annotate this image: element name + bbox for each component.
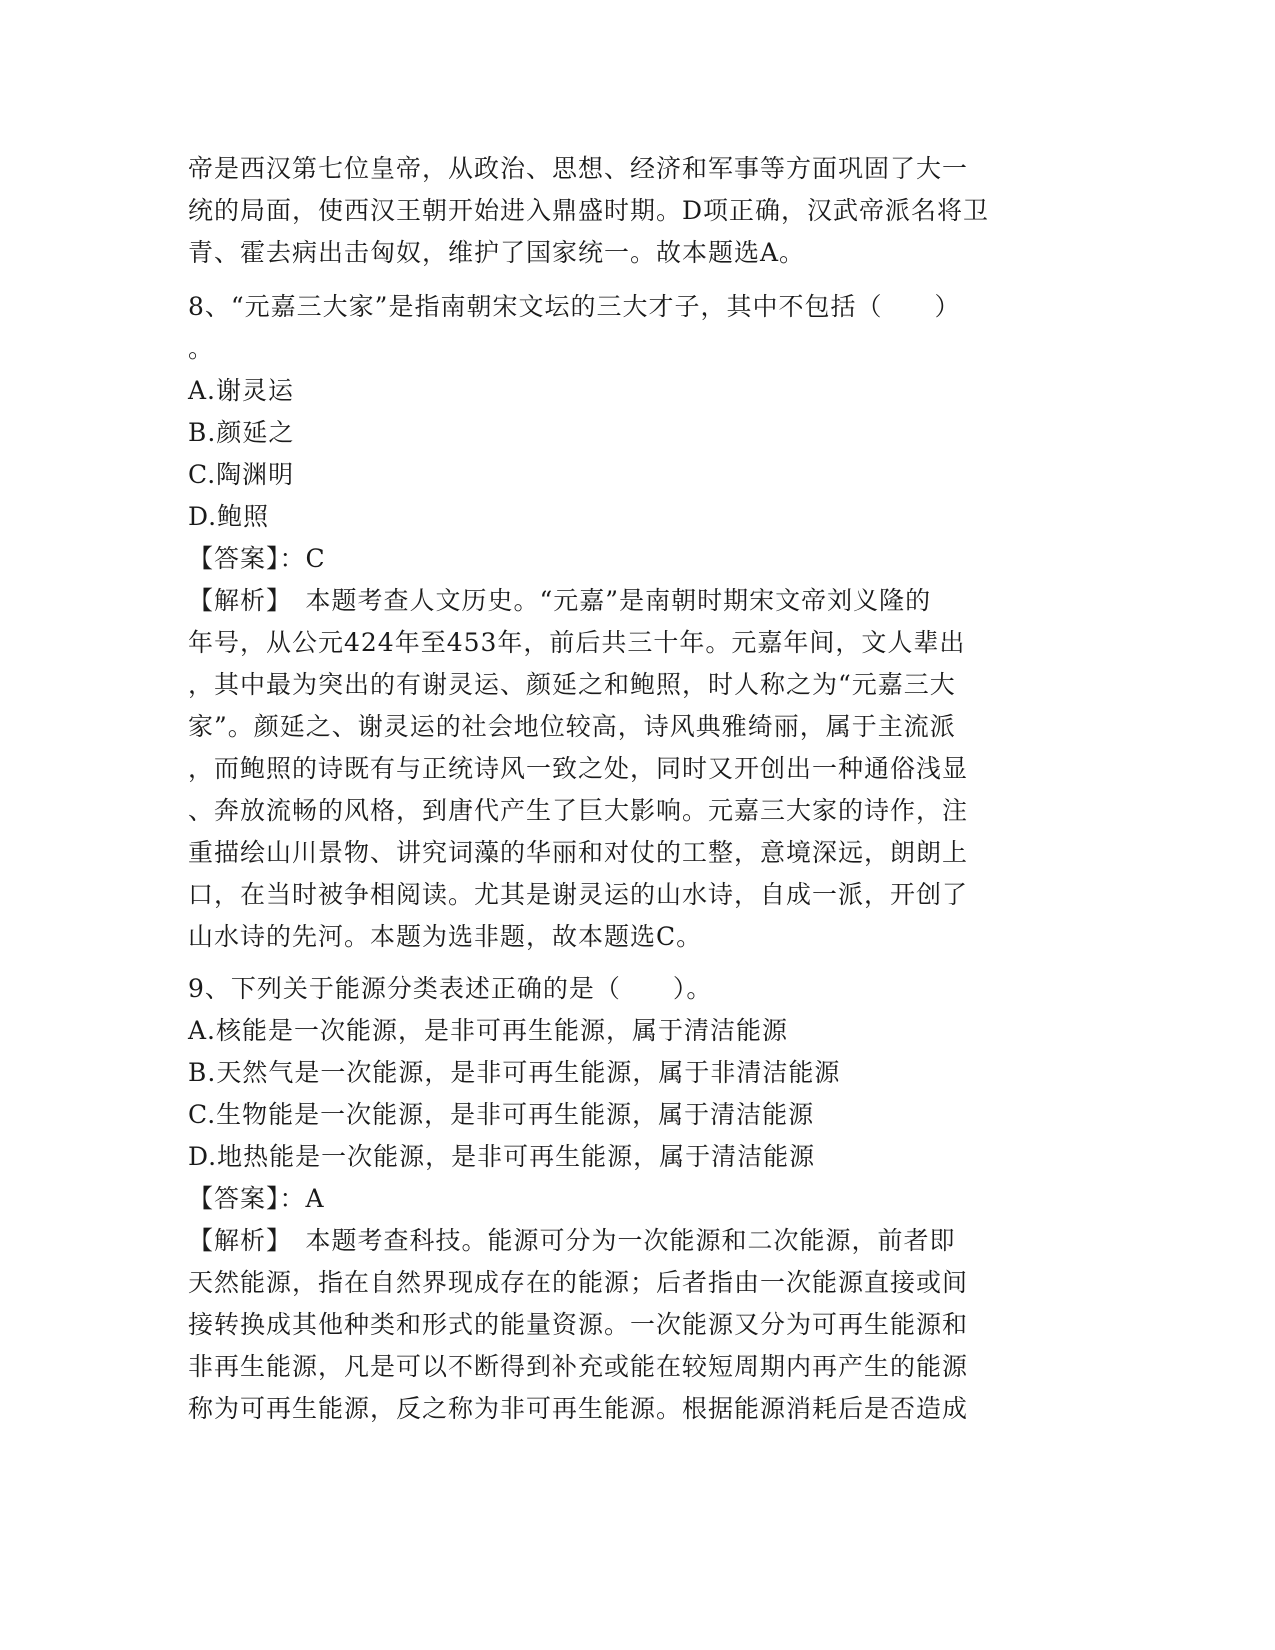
text-line: 帝是西汉第七位皇帝，从政治、思想、经济和军事等方面巩固了大一: [188, 154, 969, 183]
analysis-line: 家”。颜延之、谢灵运的社会地位较高，诗风典雅绮丽，属于主流派: [188, 712, 956, 741]
question-stem: 。: [188, 334, 215, 363]
analysis-line: 、奔放流畅的风格，到唐代产生了巨大影响。元嘉三大家的诗作，注: [188, 796, 969, 825]
option-a: A.谢灵运: [188, 376, 295, 405]
text-line: 青、霍去病出击匈奴，维护了国家统一。故本题选A。: [188, 238, 806, 267]
option-b: B.天然气是一次能源，是非可再生能源，属于非清洁能源: [188, 1058, 841, 1087]
analysis-line: 称为可再生能源，反之称为非可再生能源。根据能源消耗后是否造成: [188, 1394, 969, 1423]
analysis-line: 年号，从公元424年至453年，前后共三十年。元嘉年间，文人辈出: [188, 628, 966, 657]
question-9: [188, 968, 1078, 1430]
option-b: B.颜延之: [188, 418, 295, 447]
analysis-line: ，其中最为突出的有谢灵运、颜延之和鲍照，时人称之为“元嘉三大: [188, 670, 956, 699]
analysis-line: 【解析】 本题考查科技。能源可分为一次能源和二次能源，前者即: [188, 1226, 956, 1255]
analysis-line: 山水诗的先河。本题为选非题，故本题选C。: [188, 922, 703, 951]
option-d: D.地热能是一次能源，是非可再生能源，属于清洁能源: [188, 1142, 816, 1171]
option-c: C.生物能是一次能源，是非可再生能源，属于清洁能源: [188, 1100, 815, 1129]
option-a: A.核能是一次能源，是非可再生能源，属于清洁能源: [188, 1016, 789, 1045]
answer-line: 【答案】：C: [188, 544, 326, 573]
analysis-line: 口，在当时被争相阅读。尤其是谢灵运的山水诗，自成一派，开创了: [188, 880, 969, 909]
previous-answer-continuation: [188, 148, 1078, 274]
text-line: 统的局面，使西汉王朝开始进入鼎盛时期。D项正确，汉武帝派名将卫: [188, 196, 990, 225]
question-8: [188, 286, 1078, 958]
question-stem: 9、下列关于能源分类表述正确的是（ ）。: [188, 974, 713, 1003]
analysis-line: 重描绘山川景物、讲究词藻的华丽和对仗的工整，意境深远，朗朗上: [188, 838, 969, 867]
document-page: [188, 148, 1078, 1430]
analysis-line: ，而鲍照的诗既有与正统诗风一致之处，同时又开创出一种通俗浅显: [188, 754, 969, 783]
question-stem: 8、“元嘉三大家”是指南朝宋文坛的三大才子，其中不包括（ ）: [188, 292, 961, 321]
analysis-line: 天然能源，指在自然界现成存在的能源；后者指由一次能源直接或间: [188, 1268, 969, 1297]
answer-line: 【答案】：A: [188, 1184, 325, 1213]
option-d: D.鲍照: [188, 502, 270, 531]
analysis-line: 【解析】 本题考查人文历史。“元嘉”是南朝时期宋文帝刘义隆的: [188, 586, 932, 615]
option-c: C.陶渊明: [188, 460, 295, 489]
analysis-line: 接转换成其他种类和形式的能量资源。一次能源又分为可再生能源和: [188, 1310, 969, 1339]
analysis-line: 非再生能源，凡是可以不断得到补充或能在较短周期内再产生的能源: [188, 1352, 969, 1381]
